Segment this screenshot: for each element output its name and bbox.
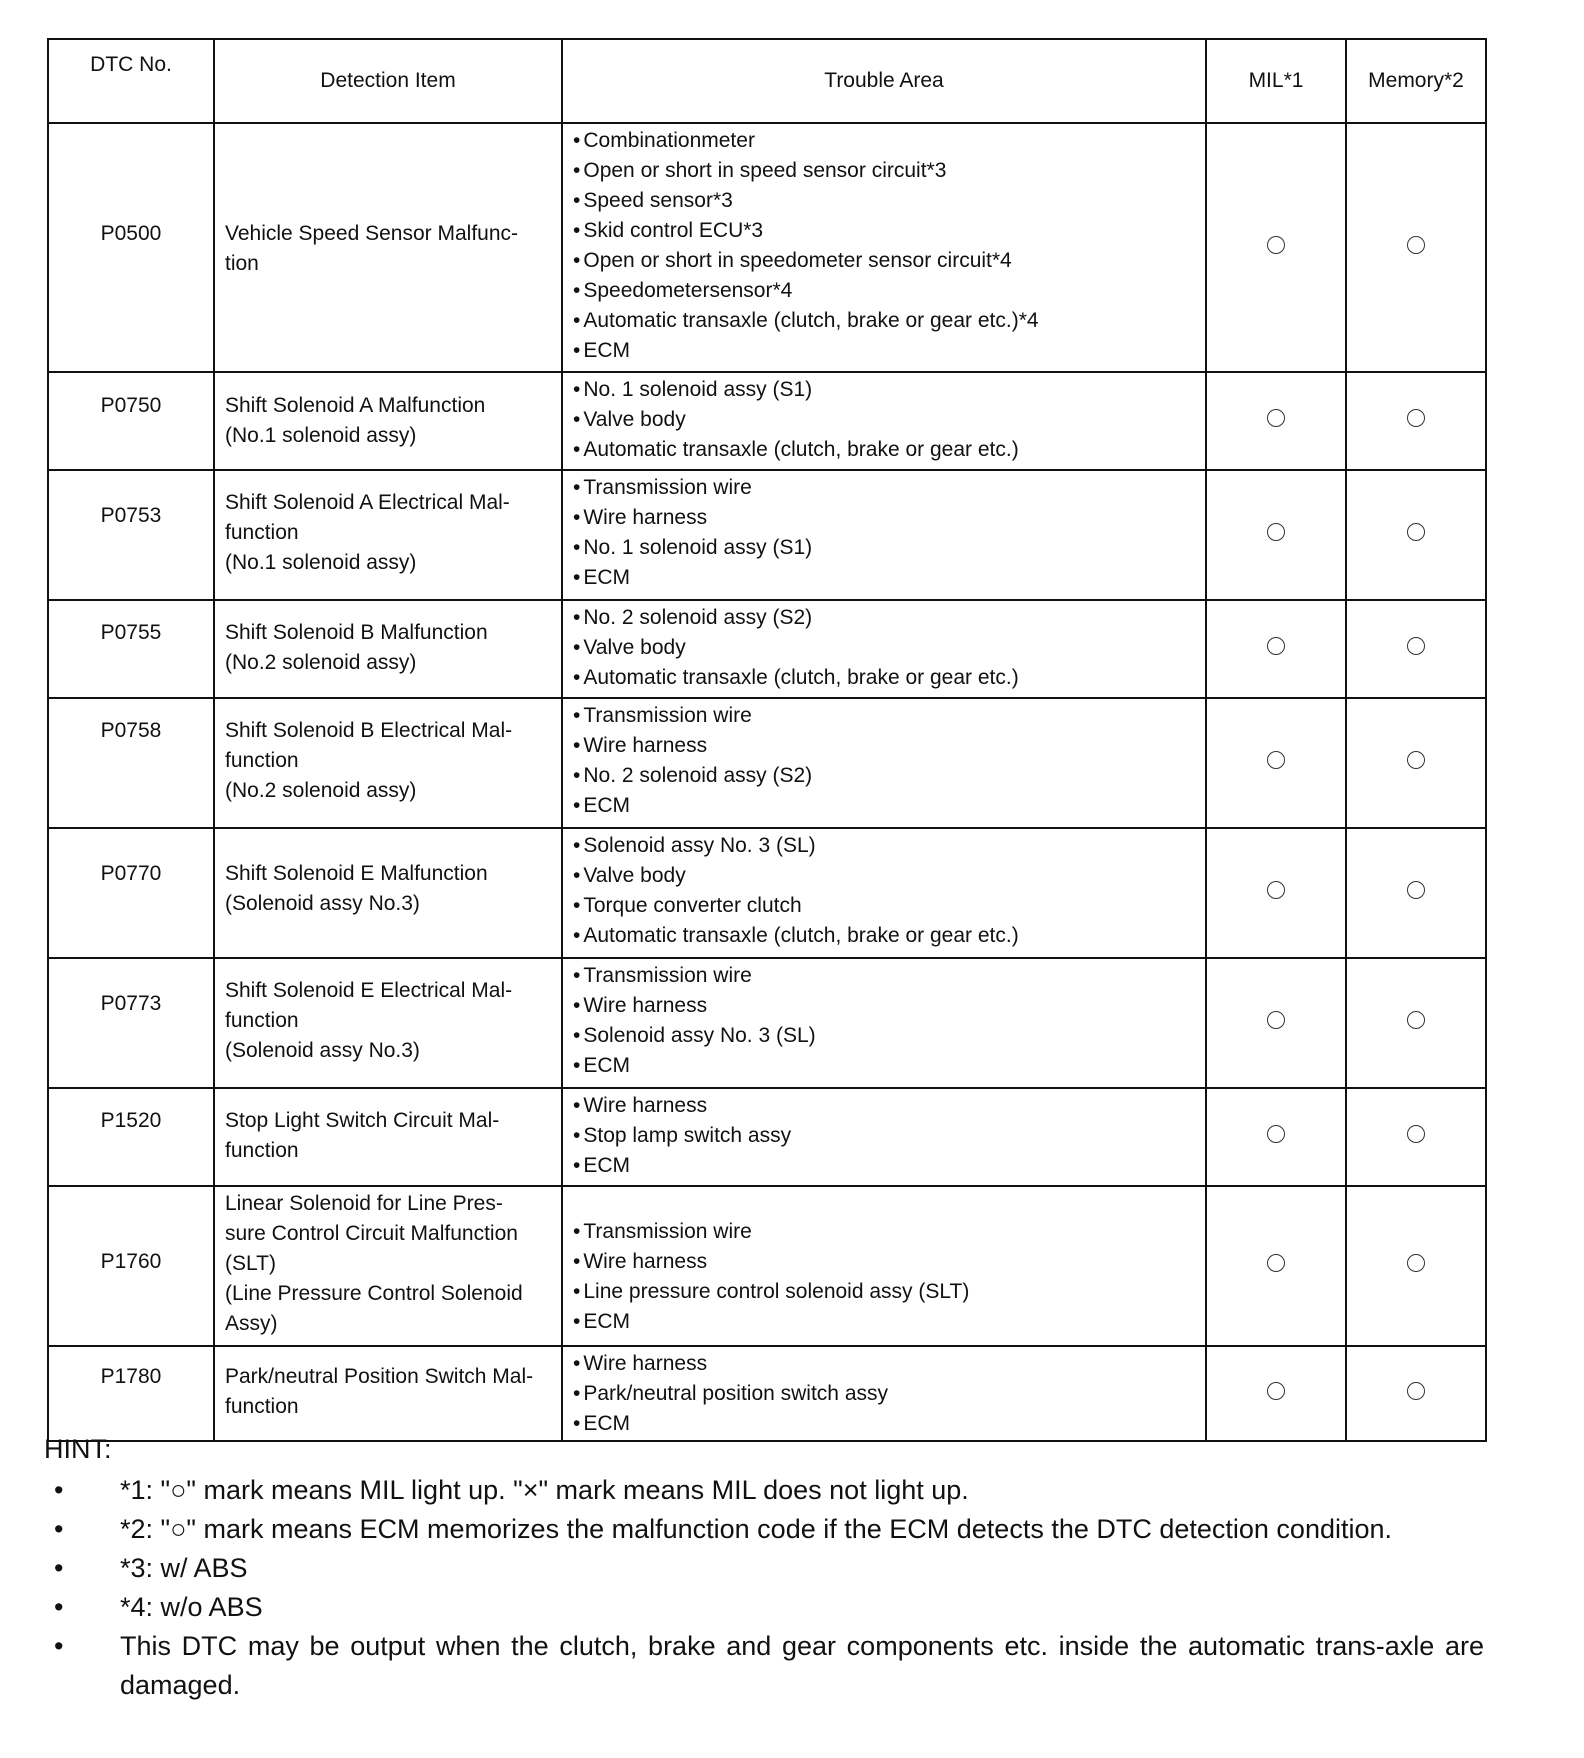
trouble-area bbox=[562, 600, 1206, 698]
detection-line: (No.2 solenoid assy) bbox=[225, 651, 417, 674]
hint-item: • *4: w/o ABS bbox=[44, 1588, 1484, 1627]
detection-line: (SLT) bbox=[225, 1252, 276, 1275]
trouble-area-item: • Transmission wire bbox=[573, 1217, 1199, 1247]
dtc-code: P0755 bbox=[48, 600, 214, 698]
trouble-area-item: • Transmission wire bbox=[573, 473, 1199, 503]
detection-item bbox=[214, 698, 562, 828]
trouble-area-item: • Automatic transaxle (clutch, brake or gear etc.) bbox=[573, 435, 1199, 465]
trouble-area-list bbox=[573, 603, 1199, 693]
dtc-code: P1780 bbox=[48, 1346, 214, 1441]
memory-circle-icon bbox=[1407, 881, 1425, 899]
trouble-area-item: • Wire harness bbox=[573, 1247, 1199, 1277]
mil-circle-icon bbox=[1267, 236, 1285, 254]
mil-circle-icon bbox=[1267, 881, 1285, 899]
trouble-area bbox=[562, 470, 1206, 600]
mil-cell bbox=[1206, 698, 1346, 828]
mil-cell bbox=[1206, 958, 1346, 1088]
trouble-area-item: • Wire harness bbox=[573, 1349, 1199, 1379]
trouble-area-item: • ECM bbox=[573, 1409, 1199, 1439]
trouble-area-item: • No. 2 solenoid assy (S2) bbox=[573, 761, 1199, 791]
mil-cell bbox=[1206, 470, 1346, 600]
memory-circle-icon bbox=[1407, 751, 1425, 769]
detection-line: function bbox=[225, 521, 299, 544]
memory-cell bbox=[1346, 1186, 1486, 1346]
trouble-area-item: • No. 1 solenoid assy (S1) bbox=[573, 375, 1199, 405]
mil-circle-icon bbox=[1267, 523, 1285, 541]
trouble-area-item: • Open or short in speed sensor circuit*3 bbox=[573, 156, 1199, 186]
trouble-area-item: • Transmission wire bbox=[573, 961, 1199, 991]
detection-item bbox=[214, 470, 562, 600]
trouble-area-item: • Valve body bbox=[573, 405, 1199, 435]
trouble-area-item: • No. 2 solenoid assy (S2) bbox=[573, 603, 1199, 633]
trouble-area-item: • Wire harness bbox=[573, 991, 1199, 1021]
trouble-area-list bbox=[573, 126, 1199, 366]
detection-line: Linear Solenoid for Line Pres- bbox=[225, 1192, 503, 1215]
detection-line: (Solenoid assy No.3) bbox=[225, 1039, 420, 1062]
mil-cell bbox=[1206, 600, 1346, 698]
trouble-area bbox=[562, 958, 1206, 1088]
detection-line: Shift Solenoid A Malfunction bbox=[225, 394, 486, 417]
dtc-table-body bbox=[48, 123, 1486, 1441]
memory-cell bbox=[1346, 958, 1486, 1088]
hint-item: • This DTC may be output when the clutch, brake and gear components etc. inside the automatic trans-axle are damaged. bbox=[44, 1627, 1484, 1705]
trouble-area-item: • Solenoid assy No. 3 (SL) bbox=[573, 831, 1199, 861]
trouble-area-item: • Stop lamp switch assy bbox=[573, 1121, 1199, 1151]
detection-item bbox=[214, 958, 562, 1088]
trouble-area-list bbox=[573, 961, 1199, 1081]
memory-cell bbox=[1346, 1346, 1486, 1441]
trouble-area-item: • Automatic transaxle (clutch, brake or gear etc.)*4 bbox=[573, 306, 1199, 336]
trouble-area-item: • Combinationmeter bbox=[573, 126, 1199, 156]
table-row bbox=[48, 1088, 1486, 1186]
detection-line: Stop Light Switch Circuit Mal- bbox=[225, 1109, 500, 1132]
memory-circle-icon bbox=[1407, 1011, 1425, 1029]
trouble-area bbox=[562, 1346, 1206, 1441]
trouble-area-item: • ECM bbox=[573, 563, 1199, 593]
trouble-area-item: • ECM bbox=[573, 1151, 1199, 1181]
dtc-code: P0753 bbox=[48, 470, 214, 600]
trouble-area-item: • Speedometersensor*4 bbox=[573, 276, 1199, 306]
trouble-area bbox=[562, 123, 1206, 372]
detection-line: Shift Solenoid E Electrical Mal- bbox=[225, 979, 513, 1002]
trouble-area-item: • ECM bbox=[573, 1307, 1199, 1337]
mil-cell bbox=[1206, 1088, 1346, 1186]
memory-circle-icon bbox=[1407, 523, 1425, 541]
detection-line: Shift Solenoid B Electrical Mal- bbox=[225, 719, 513, 742]
detection-item bbox=[214, 123, 562, 372]
trouble-area-item: • Automatic transaxle (clutch, brake or gear etc.) bbox=[573, 663, 1199, 693]
detection-line: (No.1 solenoid assy) bbox=[225, 551, 417, 574]
trouble-area-list bbox=[573, 701, 1199, 821]
trouble-area-list bbox=[573, 831, 1199, 951]
dtc-code: P1520 bbox=[48, 1088, 214, 1186]
detection-line: (No.1 solenoid assy) bbox=[225, 424, 417, 447]
dtc-table bbox=[47, 38, 1487, 1442]
trouble-area-list bbox=[573, 1349, 1199, 1439]
detection-line: Shift Solenoid A Electrical Mal- bbox=[225, 491, 510, 514]
memory-circle-icon bbox=[1407, 236, 1425, 254]
header-memory: Memory*2 bbox=[1346, 39, 1486, 123]
dtc-code: P0500 bbox=[48, 123, 214, 372]
mil-circle-icon bbox=[1267, 751, 1285, 769]
detection-line: (Solenoid assy No.3) bbox=[225, 892, 420, 915]
table-row bbox=[48, 828, 1486, 958]
memory-cell bbox=[1346, 698, 1486, 828]
table-row bbox=[48, 698, 1486, 828]
table-row bbox=[48, 1346, 1486, 1441]
header-detection-item: Detection Item bbox=[214, 39, 562, 123]
table-row bbox=[48, 1186, 1486, 1346]
detection-line: function bbox=[225, 1395, 299, 1418]
dtc-code: P0773 bbox=[48, 958, 214, 1088]
trouble-area bbox=[562, 372, 1206, 470]
dtc-code: P0750 bbox=[48, 372, 214, 470]
detection-line: function bbox=[225, 1139, 299, 1162]
table-row bbox=[48, 123, 1486, 372]
detection-item bbox=[214, 1346, 562, 1441]
memory-cell bbox=[1346, 828, 1486, 958]
detection-line: sure Control Circuit Malfunction bbox=[225, 1222, 518, 1245]
table-row bbox=[48, 958, 1486, 1088]
dtc-code: P0770 bbox=[48, 828, 214, 958]
trouble-area-item: • ECM bbox=[573, 336, 1199, 366]
mil-cell bbox=[1206, 828, 1346, 958]
detection-line: Shift Solenoid B Malfunction bbox=[225, 621, 488, 644]
trouble-area-item: • Solenoid assy No. 3 (SL) bbox=[573, 1021, 1199, 1051]
trouble-area-item: • Valve body bbox=[573, 861, 1199, 891]
detection-item bbox=[214, 1186, 562, 1346]
dtc-code: P1760 bbox=[48, 1186, 214, 1346]
memory-circle-icon bbox=[1407, 1382, 1425, 1400]
detection-item bbox=[214, 828, 562, 958]
table-row bbox=[48, 470, 1486, 600]
header-dtc-no: DTC No. bbox=[48, 39, 214, 123]
dtc-code: P0758 bbox=[48, 698, 214, 828]
trouble-area-item: • Wire harness bbox=[573, 1091, 1199, 1121]
detection-item bbox=[214, 1088, 562, 1186]
trouble-area-list bbox=[573, 375, 1199, 465]
trouble-area-item: • Valve body bbox=[573, 633, 1199, 663]
mil-circle-icon bbox=[1267, 409, 1285, 427]
detection-line: Shift Solenoid E Malfunction bbox=[225, 862, 488, 885]
mil-circle-icon bbox=[1267, 1382, 1285, 1400]
trouble-area-item: • Skid control ECU*3 bbox=[573, 216, 1199, 246]
mil-circle-icon bbox=[1267, 637, 1285, 655]
trouble-area-item: • No. 1 solenoid assy (S1) bbox=[573, 533, 1199, 563]
memory-circle-icon bbox=[1407, 1254, 1425, 1272]
memory-circle-icon bbox=[1407, 409, 1425, 427]
detection-line: tion bbox=[225, 252, 259, 275]
memory-circle-icon bbox=[1407, 1125, 1425, 1143]
trouble-area-item: • Transmission wire bbox=[573, 701, 1199, 731]
trouble-area-list bbox=[573, 473, 1199, 593]
trouble-area-item: • Torque converter clutch bbox=[573, 891, 1199, 921]
memory-cell bbox=[1346, 123, 1486, 372]
hint-item: • *2: "○" mark means ECM memorizes the malfunction code if the ECM detects the DTC detection condition. bbox=[44, 1510, 1484, 1549]
memory-cell bbox=[1346, 470, 1486, 600]
trouble-area-item: • Open or short in speedometer sensor circuit*4 bbox=[573, 246, 1199, 276]
trouble-area-item: • Line pressure control solenoid assy (SLT) bbox=[573, 1277, 1199, 1307]
memory-cell bbox=[1346, 600, 1486, 698]
trouble-area bbox=[562, 1186, 1206, 1346]
mil-cell bbox=[1206, 1186, 1346, 1346]
detection-line: (Line Pressure Control Solenoid bbox=[225, 1282, 523, 1305]
trouble-area-list bbox=[573, 1217, 1199, 1337]
trouble-area-item: • ECM bbox=[573, 1051, 1199, 1081]
detection-item bbox=[214, 372, 562, 470]
memory-cell bbox=[1346, 1088, 1486, 1186]
trouble-area-item: • ECM bbox=[573, 791, 1199, 821]
hint-item: • *3: w/ ABS bbox=[44, 1549, 1484, 1588]
trouble-area bbox=[562, 828, 1206, 958]
mil-cell bbox=[1206, 372, 1346, 470]
detection-line: Park/neutral Position Switch Mal- bbox=[225, 1365, 534, 1388]
hint-item: • *1: "○" mark means MIL light up. "×" mark means MIL does not light up. bbox=[44, 1471, 1484, 1510]
hint-label: HINT: bbox=[44, 1434, 112, 1464]
trouble-area-list bbox=[573, 1091, 1199, 1181]
detection-line: (No.2 solenoid assy) bbox=[225, 779, 417, 802]
trouble-area bbox=[562, 1088, 1206, 1186]
trouble-area-item: • Wire harness bbox=[573, 731, 1199, 761]
header-trouble-area: Trouble Area bbox=[562, 39, 1206, 123]
mil-circle-icon bbox=[1267, 1254, 1285, 1272]
detection-line: function bbox=[225, 749, 299, 772]
detection-item bbox=[214, 600, 562, 698]
hint-section bbox=[44, 1430, 1484, 1705]
hint-list bbox=[44, 1471, 1484, 1705]
mil-circle-icon bbox=[1267, 1125, 1285, 1143]
memory-circle-icon bbox=[1407, 637, 1425, 655]
detection-line: Vehicle Speed Sensor Malfunc- bbox=[225, 222, 519, 245]
table-row bbox=[48, 372, 1486, 470]
trouble-area-item: • Park/neutral position switch assy bbox=[573, 1379, 1199, 1409]
trouble-area bbox=[562, 698, 1206, 828]
trouble-area-item: • Automatic transaxle (clutch, brake or gear etc.) bbox=[573, 921, 1199, 951]
header-mil: MIL*1 bbox=[1206, 39, 1346, 123]
memory-cell bbox=[1346, 372, 1486, 470]
trouble-area-item: • Speed sensor*3 bbox=[573, 186, 1199, 216]
trouble-area-item: • Wire harness bbox=[573, 503, 1199, 533]
mil-circle-icon bbox=[1267, 1011, 1285, 1029]
detection-line: function bbox=[225, 1009, 299, 1032]
table-row bbox=[48, 600, 1486, 698]
detection-line: Assy) bbox=[225, 1312, 278, 1335]
mil-cell bbox=[1206, 1346, 1346, 1441]
header-row bbox=[48, 39, 1486, 123]
mil-cell bbox=[1206, 123, 1346, 372]
